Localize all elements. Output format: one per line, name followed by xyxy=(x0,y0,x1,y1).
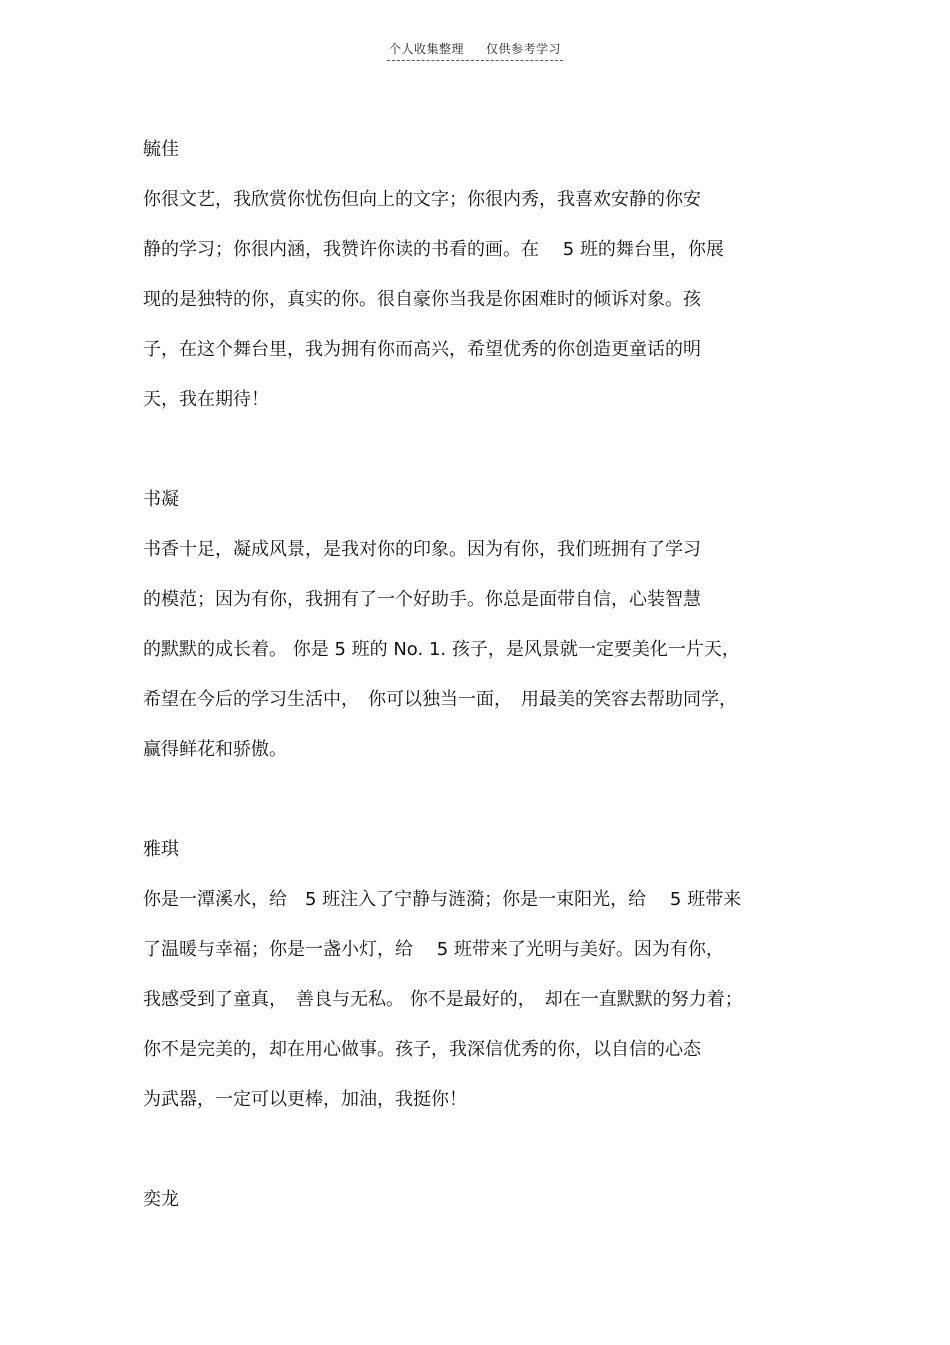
paragraph-line: 我感受到了童真， 善良与无私。 你不是最好的， 却在一直默默的努力着； xyxy=(143,989,743,1010)
paragraph-line: 书香十足，凝成风景，是我对你的印象。因为有你，我们班拥有了学习 xyxy=(143,539,701,560)
student-name: 奕龙 xyxy=(143,1189,179,1210)
header-right-text: 仅供参考学习 xyxy=(486,42,562,56)
paragraph-line: 子，在这个舞台里，我为拥有你而高兴，希望优秀的你创造更童话的明 xyxy=(143,339,701,360)
document-body xyxy=(143,125,823,1225)
paragraph-line: 为武器，一定可以更棒，加油，我挺你！ xyxy=(143,1089,467,1110)
paragraph-line: 你不是完美的，却在用心做事。孩子，我深信优秀的你，以自信的心态 xyxy=(143,1039,701,1060)
paragraph-line: 赢得鲜花和骄傲。 xyxy=(143,739,287,760)
paragraph-line: 了温暖与幸福；你是一盏小灯，给 5 班带来了光明与美好。因为有你， xyxy=(143,939,724,960)
page-header xyxy=(0,40,950,61)
header-underline xyxy=(387,40,563,61)
paragraph-line: 的模范；因为有你，我拥有了一个好助手。你总是面带自信，心装智慧 xyxy=(143,589,701,610)
paragraph-line: 希望在今后的学习生活中， 你可以独当一面， 用最美的笑容去帮助同学， xyxy=(143,689,737,710)
student-name: 毓佳 xyxy=(143,139,179,160)
section-shuning xyxy=(143,475,823,775)
header-left-text: 个人收集整理 xyxy=(388,42,464,56)
paragraph-line: 天，我在期待！ xyxy=(143,389,269,410)
paragraph-line: 现的是独特的你，真实的你。很自豪你当我是你困难时的倾诉对象。孩 xyxy=(143,289,701,310)
student-name: 书凝 xyxy=(143,489,179,510)
paragraph-line: 你很文艺，我欣赏你忧伤但向上的文字；你很内秀，我喜欢安静的你安 xyxy=(143,189,701,210)
paragraph-line: 静的学习；你很内涵，我赞许你读的书看的画。在 5 班的舞台里，你展 xyxy=(143,239,724,260)
paragraph-line: 你是一潭溪水，给 5 班注入了宁静与涟漪；你是一束阳光，给 5 班带来 xyxy=(143,889,742,910)
paragraph-line: 的默默的成长着。 你是 5 班的 No. 1. 孩子，是风景就一定要美化一片天， xyxy=(143,639,740,660)
student-name: 雅琪 xyxy=(143,839,179,860)
section-yilong xyxy=(143,1175,823,1225)
section-yujia xyxy=(143,125,823,425)
section-yaqi xyxy=(143,825,823,1125)
